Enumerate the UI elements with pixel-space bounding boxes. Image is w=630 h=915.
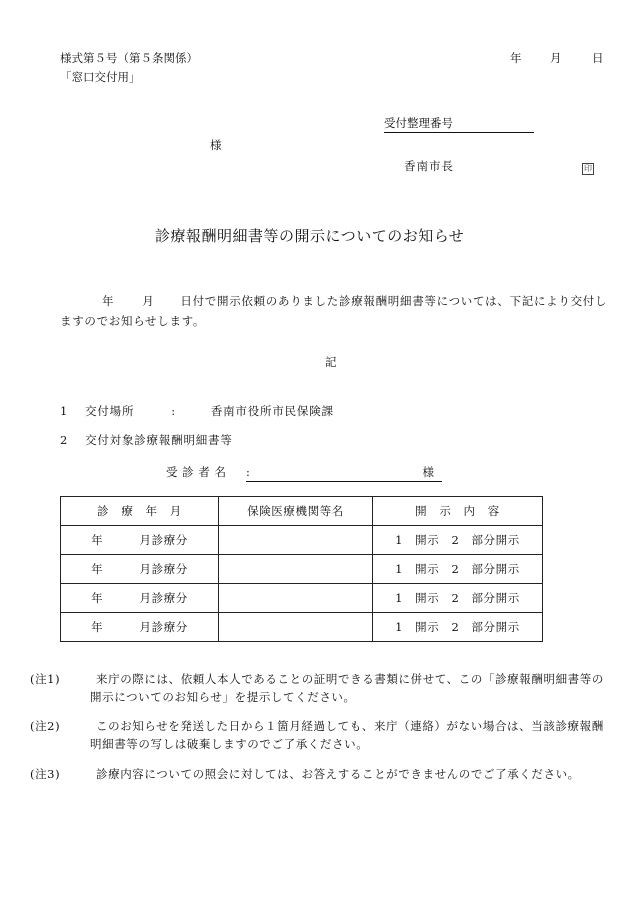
ki-mark: 記 — [325, 355, 337, 369]
item-colon: : — [171, 404, 176, 418]
seal-mark: 印 — [584, 164, 592, 173]
item-number: 2 — [60, 433, 69, 447]
document-title: 診療報酬明細書等の開示についてのお知らせ — [155, 227, 465, 245]
disclosure-cell: 1 開示 2 部分開示 — [373, 555, 543, 584]
disclosure-table — [60, 496, 543, 642]
note-text: 診療内容についての照会に対しては、お答えすることができませんのでご了承ください。 — [96, 767, 580, 781]
column-header-institution: 保険医療機関等名 — [219, 497, 373, 526]
intro-paragraph — [60, 291, 610, 331]
institution-cell[interactable] — [219, 584, 373, 613]
period-cell: 年 月診療分 — [61, 555, 219, 584]
period-cell: 年 月診療分 — [61, 613, 219, 642]
table-row — [61, 526, 543, 555]
note-head: (注1) — [30, 672, 61, 686]
recipient-label: 受 診 者 名 — [166, 465, 227, 479]
note-text: このお知らせを発送した日から１箇月経過しても、来庁（連絡）がない場合は、当該診療報酬明細書等の写しは破棄しますのでご了承ください。 — [90, 719, 604, 751]
date-month-mark: 月 — [550, 51, 562, 65]
column-header-disclosure: 開 示 内 容 — [373, 497, 543, 526]
item-label: 交付対象診療報酬明細書等 — [85, 433, 233, 447]
intro-year-mark: 年 — [102, 294, 115, 308]
addressee-suffix: 様 — [210, 138, 222, 152]
note-head: (注3) — [30, 767, 61, 781]
item-delivery-place — [60, 405, 334, 419]
item-number: 1 — [60, 404, 69, 418]
issuer-name: 香南市長 — [404, 159, 454, 173]
disclosure-cell: 1 開示 2 部分開示 — [373, 584, 543, 613]
disclosure-cell: 1 開示 2 部分開示 — [373, 613, 543, 642]
institution-cell[interactable] — [219, 613, 373, 642]
intro-month-mark: 月 — [142, 294, 155, 308]
table-row — [61, 613, 543, 642]
recipient-suffix: 様 — [422, 465, 434, 479]
date-year-mark: 年 — [510, 51, 522, 65]
note-1 — [30, 670, 610, 706]
note-3 — [30, 765, 610, 783]
item-label: 交付場所 — [85, 404, 135, 418]
note-2 — [30, 717, 610, 753]
institution-cell[interactable] — [219, 526, 373, 555]
table-row — [61, 555, 543, 584]
recipient-colon: : — [246, 465, 250, 479]
receipt-number-label: 受付整理番号 — [384, 116, 453, 130]
item-target-documents — [60, 434, 233, 448]
institution-cell[interactable] — [219, 555, 373, 584]
note-head: (注2) — [30, 719, 61, 733]
table-row — [61, 584, 543, 613]
column-header-period: 診 療 年 月 — [61, 497, 219, 526]
table-header-row — [61, 497, 543, 526]
note-text: 来庁の際には、依頼人本人であることの証明できる書類に併せて、この「診療報酬明細書等の開示についてのお知らせ」を提示してください。 — [90, 672, 604, 704]
receipt-number-field — [384, 117, 534, 133]
period-cell: 年 月診療分 — [61, 526, 219, 555]
intro-text: 日付で開示依頼のありました診療報酬明細書等については、下記により交付しますのでお知らせします。 — [60, 294, 608, 328]
item-value: 香南市役所市民保険課 — [210, 404, 334, 418]
date-day-mark: 日 — [592, 51, 604, 65]
form-number-label: 様式第５号（第５条関係） — [60, 51, 198, 65]
recipient-name-field — [246, 466, 442, 482]
disclosure-cell: 1 開示 2 部分開示 — [373, 526, 543, 555]
period-cell: 年 月診療分 — [61, 584, 219, 613]
window-issue-label: 「窓口交付用」 — [60, 70, 141, 84]
